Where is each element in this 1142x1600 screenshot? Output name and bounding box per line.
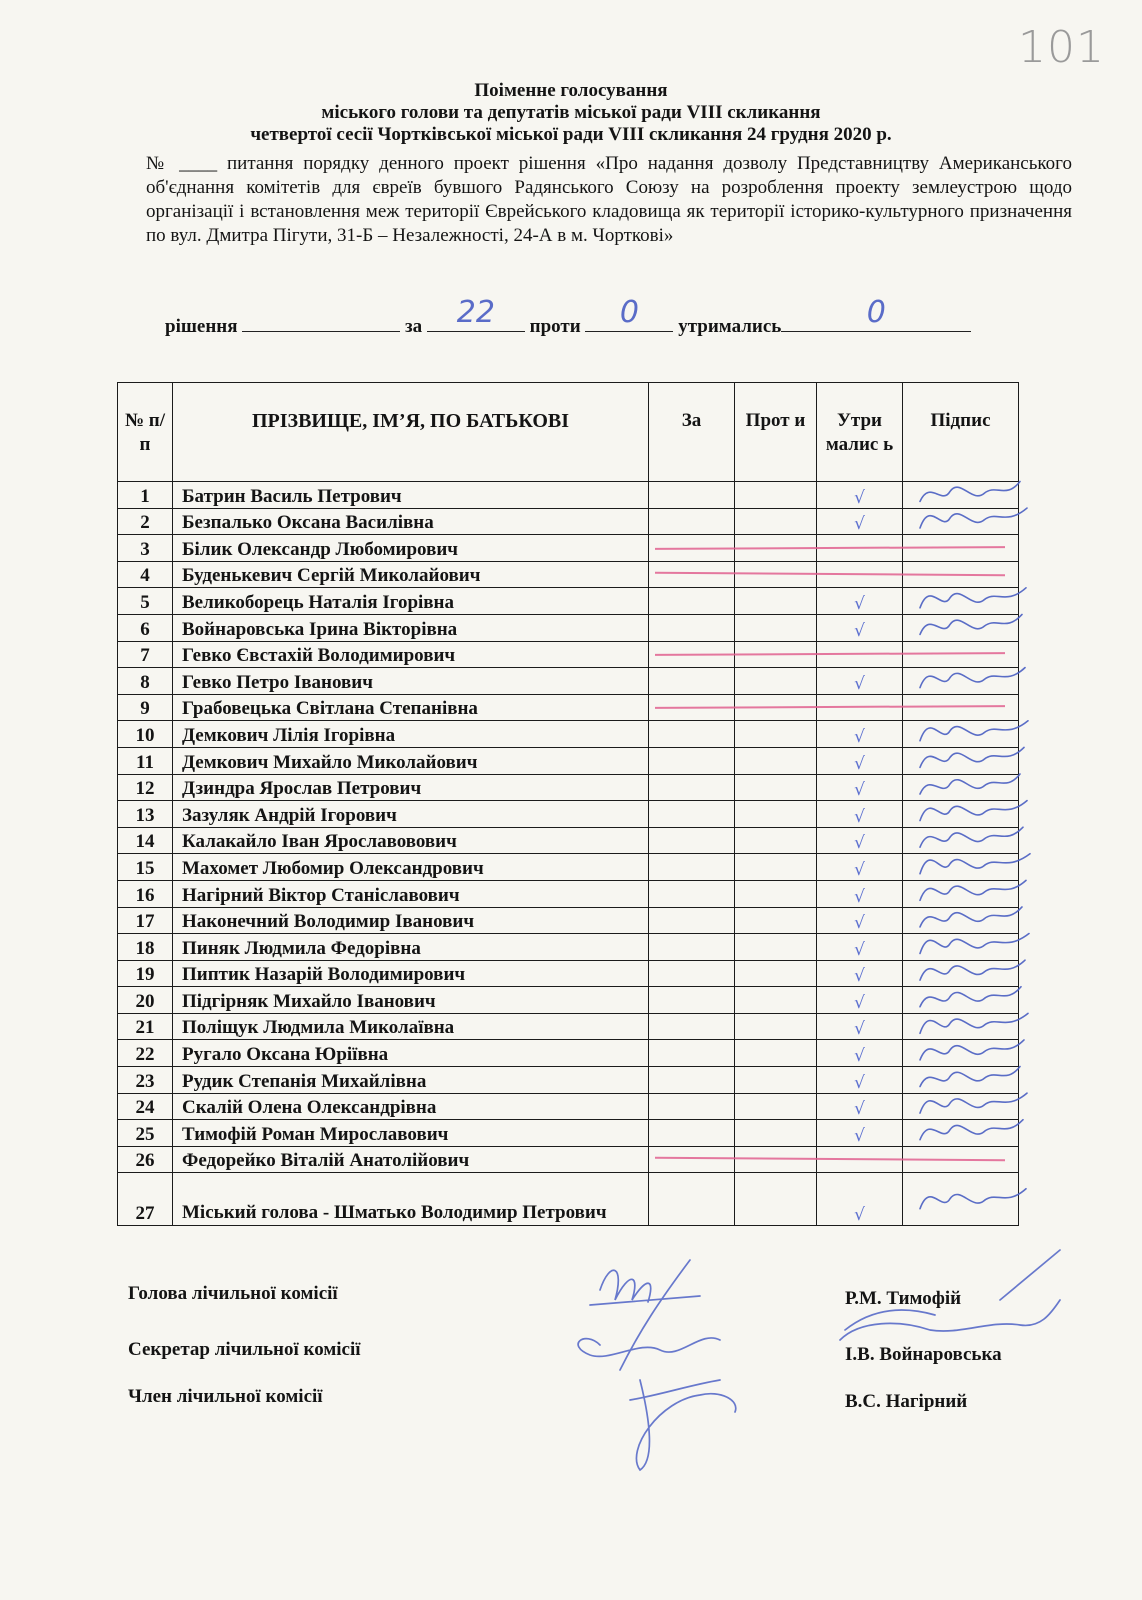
- vote-table: [117, 382, 1019, 1226]
- vote-abstained-cell: √: [817, 1040, 903, 1067]
- vote-for-cell: [649, 1093, 735, 1120]
- vote-abstained-cell: √: [817, 1093, 903, 1120]
- abstained-count-field: [781, 295, 971, 332]
- row-number: 14: [118, 827, 173, 854]
- vote-against-cell: [735, 801, 817, 828]
- deputy-name: Міський голова - Шматько Володимир Петрович: [173, 1173, 649, 1226]
- vote-for-cell: [649, 588, 735, 615]
- table-row: [118, 1013, 1019, 1040]
- row-number: 1: [118, 482, 173, 509]
- signature-cell: [903, 1040, 1019, 1067]
- row-number: 13: [118, 801, 173, 828]
- deputy-name: Ругало Оксана Юріївна: [173, 1040, 649, 1067]
- signature-cell: [903, 1067, 1019, 1094]
- deputy-name: Демкович Лілія Ігорівна: [173, 721, 649, 748]
- deputy-name: Батрин Василь Петрович: [173, 482, 649, 509]
- deputy-name: Буденькевич Сергій Миколайович: [173, 561, 649, 588]
- signature-cell: [903, 934, 1019, 961]
- vote-abstained-cell: √: [817, 960, 903, 987]
- deputy-name: Зазуляк Андрій Ігорович: [173, 801, 649, 828]
- row-number: 25: [118, 1120, 173, 1147]
- vote-abstained-cell: √: [817, 721, 903, 748]
- deputy-name: Войнаровська Ірина Вікторівна: [173, 614, 649, 641]
- row-number: 21: [118, 1013, 173, 1040]
- signature-cell: [903, 721, 1019, 748]
- vote-abstained-cell: √: [817, 508, 903, 535]
- deputy-name: Демкович Михайло Миколайович: [173, 747, 649, 774]
- signature-cell: [903, 588, 1019, 615]
- table-header-row: [118, 383, 1019, 482]
- col-header-name: ПРІЗВИЩЕ, ІМ’Я, ПО БАТЬКОВІ: [173, 383, 649, 482]
- vote-abstained-cell: √: [817, 482, 903, 509]
- row-number: 8: [118, 668, 173, 695]
- row-number: 6: [118, 614, 173, 641]
- signature-flourish: [1000, 1250, 1060, 1300]
- signature-cell: [903, 694, 1019, 721]
- signature-cell: [903, 508, 1019, 535]
- row-number: 22: [118, 1040, 173, 1067]
- row-number: 15: [118, 854, 173, 881]
- signature-cell: [903, 987, 1019, 1014]
- signature-cell: [903, 1093, 1019, 1120]
- vote-abstained-cell: √: [817, 987, 903, 1014]
- vote-against-cell: [735, 934, 817, 961]
- vote-abstained-cell: √: [817, 801, 903, 828]
- page-number: 101: [1018, 22, 1105, 73]
- vote-for-cell: [649, 721, 735, 748]
- signature-member-left: [630, 1380, 736, 1470]
- decision-label: рішення: [165, 316, 238, 337]
- deputy-name: Великоборець Наталія Ігорівна: [173, 588, 649, 615]
- vote-against-cell: [735, 827, 817, 854]
- deputy-name: Тимофій Роман Мирославович: [173, 1120, 649, 1147]
- vote-against-cell: [735, 1040, 817, 1067]
- table-row: [118, 774, 1019, 801]
- row-number: 9: [118, 694, 173, 721]
- vote-for-cell: [649, 774, 735, 801]
- commission-member-name: В.С. Нагірний: [845, 1391, 968, 1412]
- vote-abstained-cell: √: [817, 1173, 903, 1226]
- vote-against-cell: [735, 987, 817, 1014]
- vote-for-cell: [649, 987, 735, 1014]
- deputy-name: Безпалько Оксана Василівна: [173, 508, 649, 535]
- signature-cell: [903, 614, 1019, 641]
- table-row: [118, 747, 1019, 774]
- table-row: [118, 1120, 1019, 1147]
- row-number: 18: [118, 934, 173, 961]
- deputy-name: Скалій Олена Олександрівна: [173, 1093, 649, 1120]
- abstained-label: утримались: [678, 316, 782, 337]
- vote-against-cell: [735, 1120, 817, 1147]
- vote-abstained-cell: √: [817, 614, 903, 641]
- document-heading: [0, 80, 1142, 146]
- signature-cell: [903, 1013, 1019, 1040]
- deputy-name: Поліщук Людмила Миколаївна: [173, 1013, 649, 1040]
- vote-against-cell: [735, 614, 817, 641]
- signature-cell: [903, 1173, 1019, 1226]
- signature-cell: [903, 482, 1019, 509]
- agenda-question: № ____ питання порядку денного проект рішення «Про надання дозволу Представництву Американського об'єднання комітетів для євреїв бувшого Радянського Союзу на розроблення проекту землеустрою щодо організації і встановлення меж території Єврейського кладовища як території історико-культурного призначення по вул. Дмитра Пігути, 31-Б – Незалежності, 24-А в м. Чорткові»: [146, 153, 1072, 246]
- vote-for-cell: [649, 614, 735, 641]
- deputy-name: Білик Олександр Любомирович: [173, 535, 649, 562]
- heading-line-2: міського голови та депутатів міської ради VIII скликання: [321, 102, 821, 123]
- vote-for-cell: [649, 907, 735, 934]
- col-header-abstained: Утри малис ь: [817, 383, 903, 482]
- deputy-name: Махомет Любомир Олександрович: [173, 854, 649, 881]
- vote-abstained-cell: √: [817, 907, 903, 934]
- deputy-name: Підгірняк Михайло Іванович: [173, 987, 649, 1014]
- table-row: [118, 614, 1019, 641]
- vote-against-cell: [735, 721, 817, 748]
- vote-against-cell: [735, 880, 817, 907]
- signature-cell: [903, 960, 1019, 987]
- table-row: [118, 827, 1019, 854]
- vote-against-cell: [735, 1067, 817, 1094]
- heading-line-3: четвертої сесії Чортківської міської ради VIII скликання 24 грудня 2020 р.: [250, 124, 892, 145]
- vote-abstained-cell: √: [817, 1067, 903, 1094]
- commission-member-name: Р.М. Тимофій: [845, 1288, 962, 1309]
- row-number: 10: [118, 721, 173, 748]
- vote-against-cell: [735, 774, 817, 801]
- vote-for-cell: [649, 1146, 735, 1173]
- row-number: 3: [118, 535, 173, 562]
- vote-for-cell: [649, 827, 735, 854]
- commission-role: Голова лічильної комісії: [128, 1283, 338, 1304]
- vote-for-cell: [649, 668, 735, 695]
- row-number: 19: [118, 960, 173, 987]
- table-row: [118, 668, 1019, 695]
- table-row: [118, 907, 1019, 934]
- row-number: 23: [118, 1067, 173, 1094]
- row-number: 12: [118, 774, 173, 801]
- deputy-name: Нагірний Віктор Станіславович: [173, 880, 649, 907]
- for-count: 22: [456, 295, 495, 330]
- vote-for-cell: [649, 880, 735, 907]
- deputy-name: Калакайло Іван Ярославовович: [173, 827, 649, 854]
- for-count-field: [427, 295, 525, 332]
- table-row: [118, 960, 1019, 987]
- vote-for-cell: [649, 1173, 735, 1226]
- table-row: [118, 508, 1019, 535]
- decision-blank: [242, 311, 400, 332]
- vote-abstained-cell: √: [817, 854, 903, 881]
- deputy-name: Грабовецька Світлана Степанівна: [173, 694, 649, 721]
- vote-for-cell: [649, 960, 735, 987]
- table-row: [118, 1093, 1019, 1120]
- deputy-name: Гевко Євстахій Володимирович: [173, 641, 649, 668]
- signature-cell: [903, 774, 1019, 801]
- vote-abstained-cell: √: [817, 668, 903, 695]
- row-number: 4: [118, 561, 173, 588]
- vote-against-cell: [735, 508, 817, 535]
- vote-against-cell: [735, 854, 817, 881]
- vote-against-cell: [735, 1173, 817, 1226]
- vote-for-cell: [649, 482, 735, 509]
- vote-for-cell: [649, 934, 735, 961]
- vote-abstained-cell: √: [817, 774, 903, 801]
- vote-for-cell: [649, 1067, 735, 1094]
- vote-abstained-cell: √: [817, 1120, 903, 1147]
- table-row: [118, 801, 1019, 828]
- vote-for-cell: [649, 561, 735, 588]
- deputy-name: Дзиндра Ярослав Петрович: [173, 774, 649, 801]
- signature-cell: [903, 747, 1019, 774]
- row-number: 11: [118, 747, 173, 774]
- table-row: [118, 1040, 1019, 1067]
- vote-for-cell: [649, 1120, 735, 1147]
- table-row: [118, 721, 1019, 748]
- vote-against-cell: [735, 668, 817, 695]
- row-number: 2: [118, 508, 173, 535]
- decision-summary: [165, 295, 1065, 338]
- against-count: 0: [619, 295, 639, 330]
- vote-against-cell: [735, 482, 817, 509]
- signature-cell: [903, 907, 1019, 934]
- table-row: [118, 1067, 1019, 1094]
- deputy-name: Пиптик Назарій Володимирович: [173, 960, 649, 987]
- signature-cell: [903, 801, 1019, 828]
- commission-member-name: І.В. Войнаровська: [845, 1344, 1002, 1365]
- table-row: [118, 482, 1019, 509]
- abstained-count: 0: [866, 295, 886, 330]
- deputy-name: Федорейко Віталій Анатолійович: [173, 1146, 649, 1173]
- vote-against-cell: [735, 588, 817, 615]
- row-number: 26: [118, 1146, 173, 1173]
- deputy-name: Рудик Степанія Михайлівна: [173, 1067, 649, 1094]
- vote-for-cell: [649, 1040, 735, 1067]
- row-number: 24: [118, 1093, 173, 1120]
- col-header-for: За: [649, 383, 735, 482]
- col-header-num: № п/п: [118, 383, 173, 482]
- row-number: 5: [118, 588, 173, 615]
- signature-cell: [903, 1120, 1019, 1147]
- signature-cell: [903, 827, 1019, 854]
- vote-against-cell: [735, 747, 817, 774]
- vote-for-cell: [649, 747, 735, 774]
- vote-against-cell: [735, 1093, 817, 1120]
- vote-for-cell: [649, 854, 735, 881]
- col-header-against: Прот и: [735, 383, 817, 482]
- vote-abstained-cell: √: [817, 827, 903, 854]
- signature-cell: [903, 668, 1019, 695]
- row-number: 7: [118, 641, 173, 668]
- vote-against-cell: [735, 960, 817, 987]
- vote-for-cell: [649, 801, 735, 828]
- col-header-signature: Підпис: [903, 383, 1019, 482]
- signature-chair-left: [590, 1270, 700, 1305]
- vote-against-cell: [735, 907, 817, 934]
- vote-abstained-cell: √: [817, 747, 903, 774]
- commission-role: Секретар лічильної комісії: [128, 1339, 361, 1360]
- against-count-field: [585, 295, 673, 332]
- table-row: [118, 987, 1019, 1014]
- row-number: 20: [118, 987, 173, 1014]
- deputy-name: Гевко Петро Іванович: [173, 668, 649, 695]
- signature-cell: [903, 880, 1019, 907]
- heading-line-1: Поіменне голосування: [474, 80, 668, 101]
- table-row: [118, 1173, 1019, 1226]
- vote-abstained-cell: √: [817, 880, 903, 907]
- vote-for-cell: [649, 1013, 735, 1040]
- vote-abstained-cell: √: [817, 588, 903, 615]
- table-row: [118, 854, 1019, 881]
- signature-secretary-left: [578, 1260, 720, 1370]
- deputy-name: Наконечний Володимир Іванович: [173, 907, 649, 934]
- row-number: 27: [118, 1173, 173, 1226]
- vote-against-cell: [735, 1013, 817, 1040]
- table-row: [118, 880, 1019, 907]
- for-label: за: [405, 316, 423, 337]
- row-number: 16: [118, 880, 173, 907]
- vote-abstained-cell: √: [817, 1013, 903, 1040]
- table-row: [118, 934, 1019, 961]
- commission-role: Член лічильної комісії: [128, 1386, 323, 1407]
- deputy-name: Пиняк Людмила Федорівна: [173, 934, 649, 961]
- vote-for-cell: [649, 508, 735, 535]
- table-row: [118, 588, 1019, 615]
- signature-cell: [903, 854, 1019, 881]
- against-label: проти: [529, 316, 581, 337]
- vote-abstained-cell: √: [817, 934, 903, 961]
- row-number: 17: [118, 907, 173, 934]
